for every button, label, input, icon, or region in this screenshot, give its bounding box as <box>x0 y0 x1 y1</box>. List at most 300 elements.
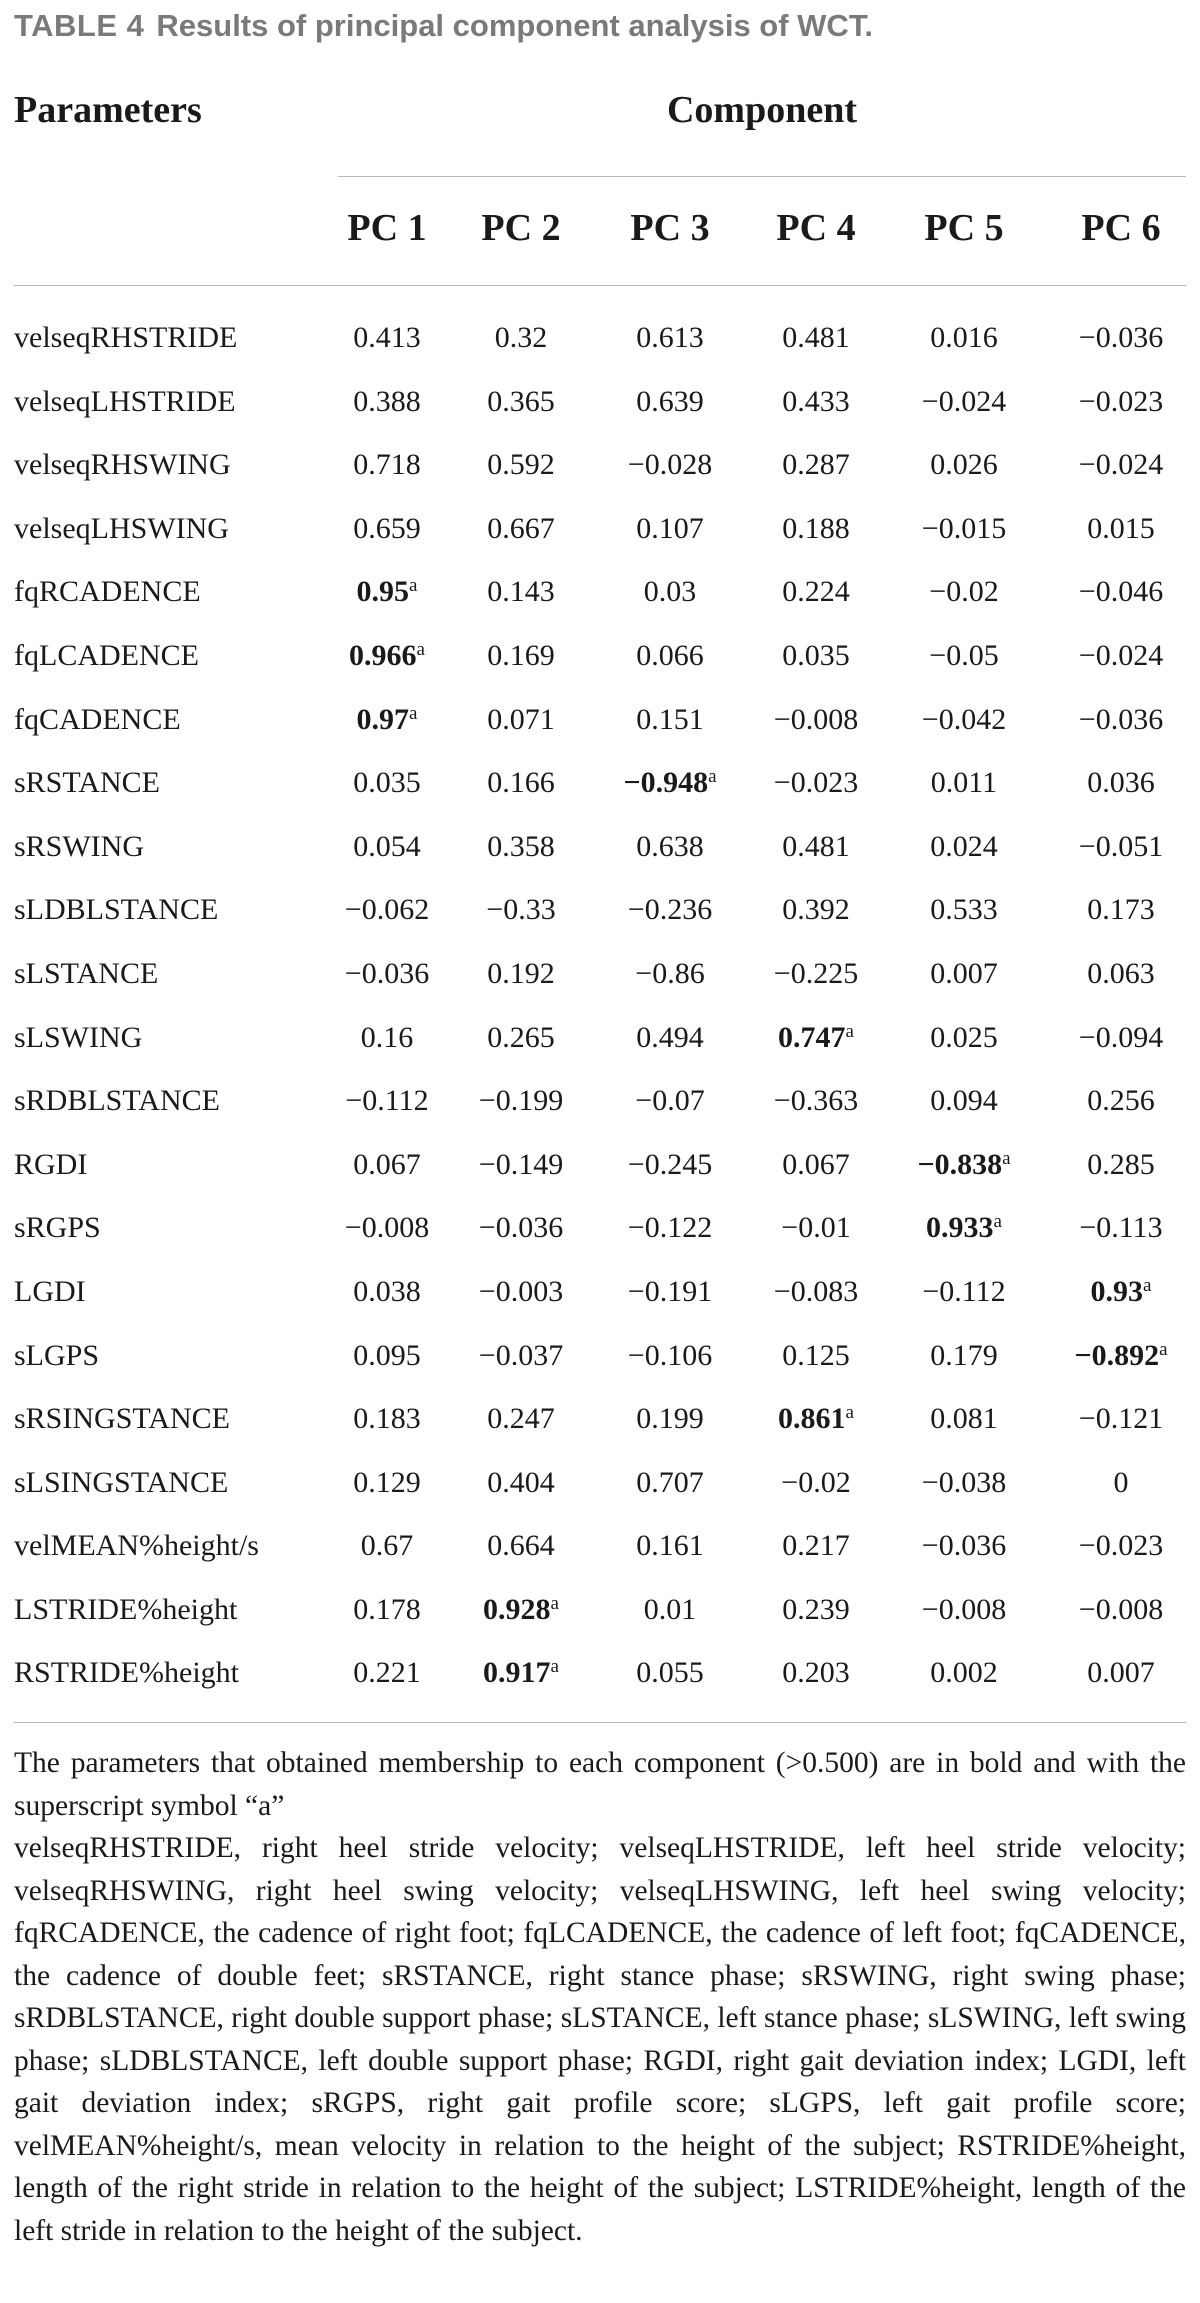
loading-value: 0.063 <box>1087 956 1155 990</box>
loading-cell <box>456 700 586 740</box>
parameter-name: sLGPS <box>14 1338 100 1372</box>
loading-value: −0.051 <box>1078 829 1164 863</box>
loading-value: −0.01 <box>781 1211 851 1245</box>
loading-cell <box>605 445 735 485</box>
loading-value: −0.245 <box>627 1147 713 1181</box>
loading-cell <box>322 1590 452 1630</box>
loading-cell <box>751 827 881 867</box>
loading-value: −0.112 <box>345 1084 429 1118</box>
loading-value: 0.707 <box>636 1465 704 1499</box>
loading-value: 0.188 <box>782 511 850 545</box>
loading-cell <box>899 445 1029 485</box>
loading-value: 0.613 <box>636 321 704 354</box>
parameter-name: velMEAN%height/s <box>14 1529 259 1563</box>
loading-cell <box>1056 763 1186 803</box>
loading-cell <box>899 1272 1029 1312</box>
loading-value: −0.003 <box>478 1274 564 1308</box>
loading-cell <box>899 1399 1029 1439</box>
loading-cell <box>322 1526 452 1566</box>
loading-value: 0.179 <box>930 1338 998 1372</box>
table-row <box>0 1653 1200 1717</box>
loading-cell <box>751 445 881 485</box>
loading-cell <box>322 1653 452 1693</box>
loading-cell <box>456 572 586 612</box>
loading-cell <box>456 318 586 358</box>
loading-value: −0.02 <box>929 575 999 609</box>
loading-cell <box>1056 827 1186 867</box>
loading-value: 0.169 <box>487 638 555 672</box>
loading-value: 0.718 <box>353 448 421 482</box>
loading-value: 0.32 <box>494 321 548 354</box>
loading-value: 0.93 <box>1090 1274 1144 1308</box>
loading-cell <box>456 954 586 994</box>
table-label: TABLE 4 <box>14 8 145 43</box>
loading-cell <box>322 1145 452 1185</box>
table-title: Results of principal component analysis of WCT. <box>156 8 873 43</box>
loading-value: 0.038 <box>353 1274 421 1308</box>
parameter-name: LSTRIDE%height <box>14 1592 238 1626</box>
loading-value: 0.002 <box>930 1656 998 1690</box>
loading-cell <box>605 700 735 740</box>
loading-value: −0.02 <box>781 1465 851 1499</box>
loading-cell <box>1056 382 1186 422</box>
loading-value: 0.015 <box>1087 511 1155 545</box>
parameter-name: sLDBLSTANCE <box>14 893 219 927</box>
loading-value: −0.036 <box>921 1529 1007 1563</box>
loading-cell <box>751 1463 881 1503</box>
table-row <box>0 1018 1200 1082</box>
loading-value: 0.247 <box>487 1402 555 1436</box>
loading-value: −0.036 <box>478 1211 564 1245</box>
loading-value: −0.121 <box>1078 1402 1164 1436</box>
membership-superscript: a <box>550 1592 559 1614</box>
loading-cell <box>751 382 881 422</box>
loading-cell <box>751 1399 881 1439</box>
parameter-name: sLSTANCE <box>14 956 159 990</box>
table-row <box>0 700 1200 764</box>
loading-cell <box>322 1081 452 1121</box>
header-rule <box>14 285 1186 286</box>
loading-cell <box>751 1272 881 1312</box>
loading-cell <box>1056 1018 1186 1058</box>
loading-cell <box>1056 572 1186 612</box>
loading-cell <box>751 1653 881 1693</box>
loading-value: 0.966 <box>349 638 417 672</box>
loading-value: 0.481 <box>782 321 850 354</box>
parameter-name: velseqRHSWING <box>14 448 231 482</box>
loading-value: −0.083 <box>773 1274 859 1308</box>
loading-value: 0.285 <box>1087 1147 1155 1181</box>
loading-cell <box>1056 954 1186 994</box>
loading-cell <box>899 1018 1029 1058</box>
loading-cell <box>1056 318 1186 358</box>
loading-cell <box>322 636 452 676</box>
loading-cell <box>899 1590 1029 1630</box>
loading-value: −0.038 <box>921 1465 1007 1499</box>
parameter-name: LGDI <box>14 1274 86 1308</box>
footnote-abbreviations: velseqRHSTRIDE, right heel stride velocity; velseqLHSTRIDE, left heel stride velocity; velseqRHSWING, right heel swing velocity; velseqLHSWING, left heel swing velocity; fqRCADENCE, the cadence of right foot; fqLCADENCE, the cadence of left foot; fqCADENCE, the cadence of double feet; sRSTANCE, right stance phase; sRSWING, right swing phase; sRDBLSTANCE, right double support phase; sLSTANCE, left stance phase; sLSWING, left swing phase; sLDBLSTANCE, left double support phase; RGDI, right gait deviation index; LGDI, left gait deviation index; sRGPS, right gait profile score; sLGPS, left gait profile score; velMEAN%height/s, mean velocity in relation to the height of the subject; RSTRIDE%height, length of the right stride in relation to the height of the subject; LSTRIDE%height, length of the left stride in relation to the height of the subject. <box>14 1832 1186 2247</box>
parameters-header: Parameters <box>14 89 202 131</box>
loading-cell <box>899 1081 1029 1121</box>
loading-value: 0.035 <box>353 766 421 800</box>
loading-value: 0.224 <box>782 575 850 609</box>
loading-cell <box>751 700 881 740</box>
loading-value: 0.392 <box>782 893 850 927</box>
pc-header-cell: PC 6 <box>1081 207 1161 249</box>
loading-value: 0.107 <box>636 511 704 545</box>
loading-cell <box>899 1653 1029 1693</box>
table-row <box>0 1081 1200 1145</box>
table-row <box>0 1272 1200 1336</box>
loading-cell <box>322 509 452 549</box>
loading-value: −0.363 <box>773 1084 859 1118</box>
loading-value: 0.054 <box>353 829 421 863</box>
table-row <box>0 636 1200 700</box>
loading-value: 0.413 <box>353 321 421 354</box>
parameter-name: RSTRIDE%height <box>14 1656 239 1690</box>
loading-value: 0.239 <box>782 1592 850 1626</box>
table-row <box>0 382 1200 446</box>
loading-value: 0.388 <box>353 384 421 418</box>
loading-value: 0.143 <box>487 575 555 609</box>
loading-value: −0.113 <box>1079 1211 1163 1245</box>
loading-cell <box>751 572 881 612</box>
table-row <box>0 1208 1200 1272</box>
loading-cell <box>899 1526 1029 1566</box>
loading-value: 0.166 <box>487 766 555 800</box>
loading-value: −0.05 <box>929 638 999 672</box>
loading-cell <box>751 1526 881 1566</box>
loading-value: 0.358 <box>487 829 555 863</box>
loading-value: 0.011 <box>930 766 998 800</box>
loading-cell <box>456 1208 586 1248</box>
loading-value: 0.081 <box>930 1402 998 1436</box>
loading-value: −0.112 <box>922 1274 1006 1308</box>
table-row <box>0 827 1200 891</box>
table-body <box>0 318 1200 1717</box>
membership-superscript: a <box>1002 1147 1011 1169</box>
loading-cell <box>605 1653 735 1693</box>
membership-superscript: a <box>550 1656 559 1678</box>
loading-cell <box>322 700 452 740</box>
loading-cell <box>1056 1590 1186 1630</box>
loading-value: −0.036 <box>1078 702 1164 736</box>
loading-value: 0.256 <box>1087 1084 1155 1118</box>
membership-superscript: a <box>708 766 717 788</box>
loading-cell <box>1056 1653 1186 1693</box>
loading-value: 0.928 <box>483 1592 551 1626</box>
loading-value: 0.071 <box>487 702 555 736</box>
parameter-name: sRSINGSTANCE <box>14 1402 230 1436</box>
loading-cell <box>899 509 1029 549</box>
parameter-name: sRDBLSTANCE <box>14 1084 220 1118</box>
loading-value: −0.892 <box>1074 1338 1160 1372</box>
table-row <box>0 445 1200 509</box>
loading-cell <box>899 890 1029 930</box>
loading-cell <box>322 382 452 422</box>
loading-cell <box>605 1463 735 1503</box>
loading-cell <box>899 1463 1029 1503</box>
pc-header-cell: PC 2 <box>481 207 561 249</box>
loading-cell <box>899 700 1029 740</box>
loading-value: 0.125 <box>782 1338 850 1372</box>
loading-value: 0.217 <box>782 1529 850 1563</box>
parameter-name: RGDI <box>14 1147 88 1181</box>
loading-value: 0.404 <box>487 1465 555 1499</box>
loading-value: −0.046 <box>1078 575 1164 609</box>
loading-cell <box>322 1399 452 1439</box>
loading-value: 0.025 <box>930 1020 998 1054</box>
loading-value: 0.066 <box>636 638 704 672</box>
loading-value: 0.917 <box>483 1656 551 1690</box>
loading-cell <box>1056 1336 1186 1376</box>
loading-value: −0.225 <box>773 956 859 990</box>
table-row <box>0 1399 1200 1463</box>
loading-value: 0.094 <box>930 1084 998 1118</box>
membership-superscript: a <box>416 638 425 660</box>
pc-header-cell: PC 1 <box>347 207 427 249</box>
loading-value: 0.067 <box>782 1147 850 1181</box>
loading-value: 0.01 <box>643 1592 697 1626</box>
loading-cell <box>322 572 452 612</box>
parameter-name: velseqRHSTRIDE <box>14 321 238 354</box>
loading-value: 0 <box>1113 1465 1129 1499</box>
loading-cell <box>605 1208 735 1248</box>
loading-cell <box>1056 445 1186 485</box>
loading-cell <box>605 763 735 803</box>
table-row <box>0 1463 1200 1527</box>
loading-cell <box>605 636 735 676</box>
loading-value: −0.008 <box>773 702 859 736</box>
loading-value: −0.023 <box>1078 384 1164 418</box>
table-row <box>0 763 1200 827</box>
loading-cell <box>322 318 452 358</box>
loading-value: −0.008 <box>1078 1592 1164 1626</box>
loading-cell <box>605 827 735 867</box>
loading-cell <box>456 890 586 930</box>
loading-value: −0.036 <box>344 956 430 990</box>
loading-value: −0.191 <box>627 1274 713 1308</box>
loading-value: 0.178 <box>353 1592 421 1626</box>
loading-cell <box>751 636 881 676</box>
loading-cell <box>456 509 586 549</box>
loading-value: 0.433 <box>782 384 850 418</box>
loading-value: −0.024 <box>1078 448 1164 482</box>
loading-value: 0.055 <box>636 1656 704 1690</box>
loading-cell <box>456 1336 586 1376</box>
table-footnote <box>14 1742 1186 2252</box>
loading-cell <box>322 890 452 930</box>
table-row <box>0 1145 1200 1209</box>
loading-value: 0.861 <box>778 1402 846 1436</box>
loading-cell <box>1056 636 1186 676</box>
table-row <box>0 509 1200 573</box>
loading-cell <box>751 763 881 803</box>
parameter-name: velseqLHSWING <box>14 511 229 545</box>
loading-cell <box>605 382 735 422</box>
loading-cell <box>751 1208 881 1248</box>
loading-value: 0.151 <box>636 702 704 736</box>
loading-cell <box>1056 1463 1186 1503</box>
loading-cell <box>751 890 881 930</box>
loading-cell <box>605 1272 735 1312</box>
loading-value: 0.221 <box>353 1656 421 1690</box>
loading-cell <box>322 1208 452 1248</box>
loading-value: 0.129 <box>353 1465 421 1499</box>
loading-value: 0.067 <box>353 1147 421 1181</box>
loading-value: 0.664 <box>487 1529 555 1563</box>
table-row <box>0 572 1200 636</box>
loading-value: 0.265 <box>487 1020 555 1054</box>
loading-cell <box>322 445 452 485</box>
parameter-name: fqRCADENCE <box>14 575 201 609</box>
loading-cell <box>456 763 586 803</box>
table-row <box>0 1336 1200 1400</box>
loading-value: 0.639 <box>636 384 704 418</box>
loading-cell <box>456 1272 586 1312</box>
loading-value: −0.07 <box>635 1084 705 1118</box>
loading-value: 0.494 <box>636 1020 704 1054</box>
loading-value: −0.236 <box>627 893 713 927</box>
loading-cell <box>1056 700 1186 740</box>
table-row <box>0 1526 1200 1590</box>
membership-superscript: a <box>1159 1338 1168 1360</box>
membership-superscript: a <box>409 575 418 597</box>
loading-cell <box>899 572 1029 612</box>
loading-value: 0.659 <box>353 511 421 545</box>
membership-superscript: a <box>1143 1274 1152 1296</box>
loading-value: 0.03 <box>643 575 697 609</box>
loading-value: 0.365 <box>487 384 555 418</box>
component-header: Component <box>666 89 858 131</box>
loading-cell <box>751 1590 881 1630</box>
loading-value: −0.106 <box>627 1338 713 1372</box>
loading-cell <box>1056 890 1186 930</box>
loading-cell <box>322 1272 452 1312</box>
pc-header-row <box>0 206 1200 258</box>
loading-cell <box>899 382 1029 422</box>
loading-cell <box>1056 1399 1186 1439</box>
loading-cell <box>605 1526 735 1566</box>
parameter-name: fqCADENCE <box>14 702 181 736</box>
loading-cell <box>456 1653 586 1693</box>
loading-cell <box>322 1018 452 1058</box>
loading-cell <box>456 636 586 676</box>
pc-header-cell: PC 3 <box>630 207 710 249</box>
table-row <box>0 890 1200 954</box>
loading-cell <box>605 1145 735 1185</box>
loading-value: −0.008 <box>344 1211 430 1245</box>
loading-cell <box>456 1399 586 1439</box>
membership-superscript: a <box>845 1020 854 1042</box>
loading-value: −0.024 <box>1078 638 1164 672</box>
loading-cell <box>899 1208 1029 1248</box>
loading-value: −0.023 <box>1078 1529 1164 1563</box>
loading-cell <box>456 445 586 485</box>
loading-value: −0.024 <box>921 384 1007 418</box>
membership-superscript: a <box>409 702 418 724</box>
loading-cell <box>605 1336 735 1376</box>
loading-cell <box>605 318 735 358</box>
loading-cell <box>899 827 1029 867</box>
loading-value: −0.86 <box>635 956 705 990</box>
loading-value: −0.948 <box>623 766 709 800</box>
loading-cell <box>605 954 735 994</box>
loading-cell <box>456 382 586 422</box>
loading-cell <box>322 1336 452 1376</box>
parameter-name: sLSWING <box>14 1020 143 1054</box>
loading-cell <box>899 763 1029 803</box>
loading-cell <box>751 509 881 549</box>
table-row <box>0 954 1200 1018</box>
loading-value: 0.933 <box>926 1211 994 1245</box>
loading-value: 0.183 <box>353 1402 421 1436</box>
loading-value: 0.638 <box>636 829 704 863</box>
parameter-name: sLSINGSTANCE <box>14 1465 229 1499</box>
loading-cell <box>322 827 452 867</box>
loading-cell <box>1056 1526 1186 1566</box>
loading-value: 0.203 <box>782 1656 850 1690</box>
loading-cell <box>899 1336 1029 1376</box>
loading-value: 0.024 <box>930 829 998 863</box>
loading-cell <box>751 1081 881 1121</box>
loading-value: 0.095 <box>353 1338 421 1372</box>
loading-value: −0.062 <box>344 893 430 927</box>
loading-value: 0.97 <box>356 702 410 736</box>
loading-cell <box>751 954 881 994</box>
footer-rule <box>14 1722 1186 1723</box>
loading-cell <box>751 318 881 358</box>
loading-value: 0.035 <box>782 638 850 672</box>
loading-cell <box>751 1145 881 1185</box>
loading-cell <box>456 1526 586 1566</box>
loading-value: 0.533 <box>930 893 998 927</box>
loading-value: −0.036 <box>1078 321 1164 354</box>
footnote-note: The parameters that obtained membership to each component (>0.500) are in bold and with the superscript symbol “a” <box>14 1747 1186 1822</box>
loading-value: 0.95 <box>356 575 410 609</box>
parameter-name: fqLCADENCE <box>14 638 199 672</box>
loading-cell <box>751 1018 881 1058</box>
loading-value: −0.149 <box>478 1147 564 1181</box>
loading-value: 0.67 <box>360 1529 414 1563</box>
loading-cell <box>456 827 586 867</box>
loading-cell <box>456 1463 586 1503</box>
loading-cell <box>456 1145 586 1185</box>
loading-cell <box>1056 1081 1186 1121</box>
loading-value: 0.481 <box>782 829 850 863</box>
loading-cell <box>1056 509 1186 549</box>
loading-value: −0.023 <box>773 766 859 800</box>
pc-header-cell: PC 4 <box>776 207 856 249</box>
loading-cell <box>456 1018 586 1058</box>
loading-cell <box>456 1081 586 1121</box>
loading-cell <box>605 1081 735 1121</box>
pc-header-cell: PC 5 <box>924 207 1004 249</box>
loading-cell <box>456 1590 586 1630</box>
loading-cell <box>751 1336 881 1376</box>
loading-cell <box>605 890 735 930</box>
loading-cell <box>1056 1272 1186 1312</box>
loading-value: −0.008 <box>921 1592 1007 1626</box>
loading-value: 0.667 <box>487 511 555 545</box>
table-row <box>0 318 1200 382</box>
loading-cell <box>605 1399 735 1439</box>
membership-superscript: a <box>993 1211 1002 1233</box>
table-caption <box>14 8 873 44</box>
loading-value: 0.007 <box>930 956 998 990</box>
loading-value: 0.007 <box>1087 1656 1155 1690</box>
loading-value: 0.026 <box>930 448 998 482</box>
